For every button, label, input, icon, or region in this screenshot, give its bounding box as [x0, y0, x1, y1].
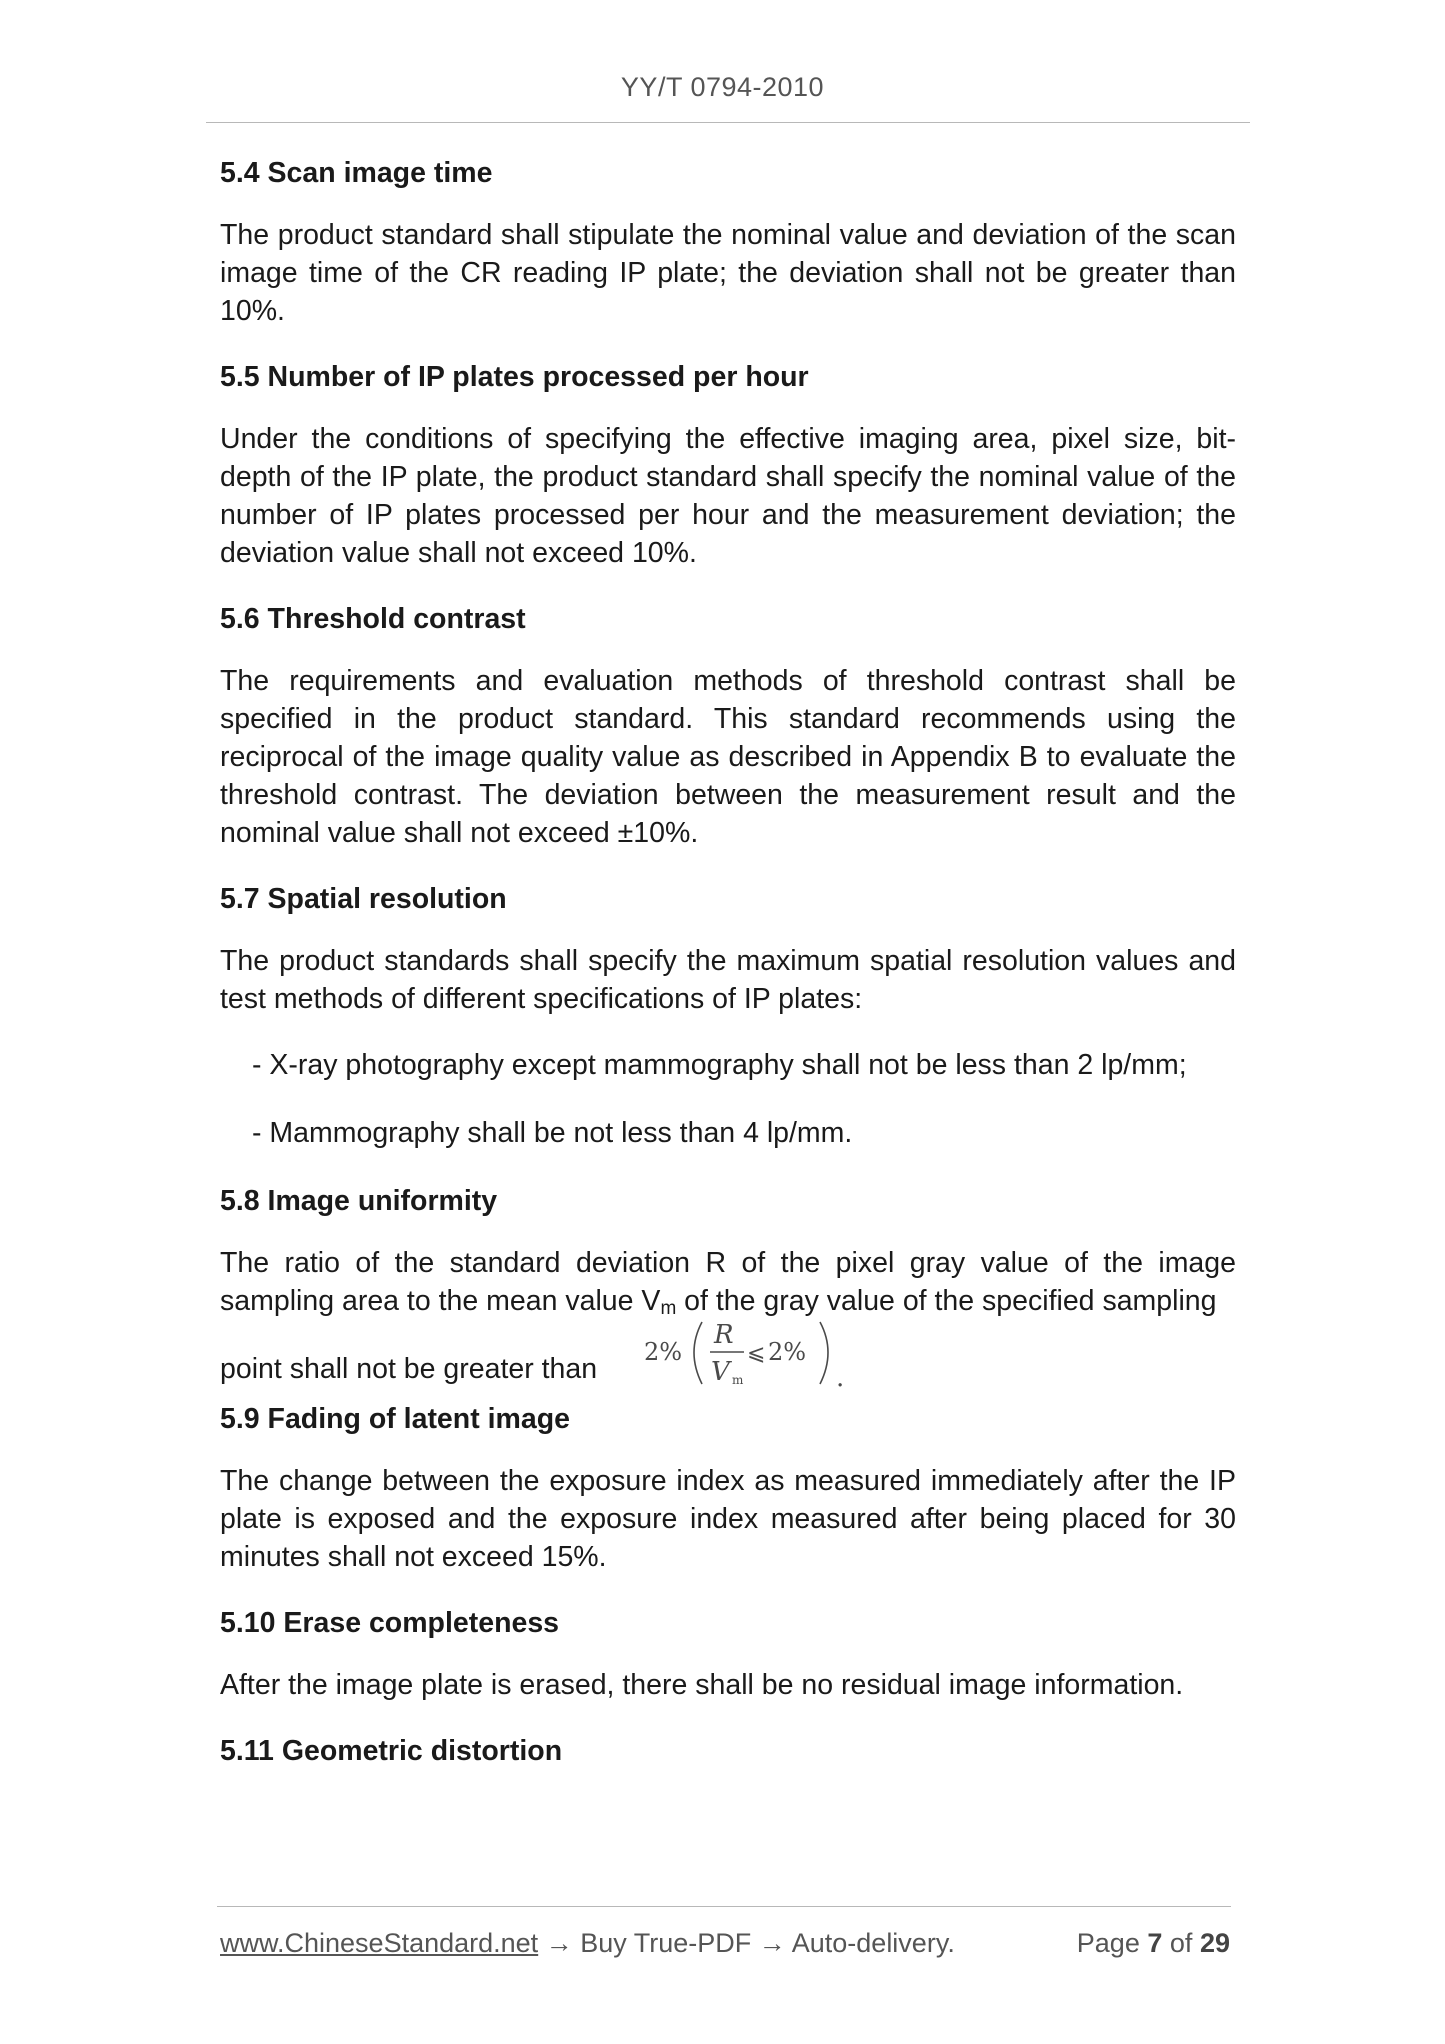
- footer-tagline: → Buy True-PDF → Auto-delivery.: [538, 1928, 955, 1958]
- bullet-item-xray: - X-ray photography except mammography shall not be less than 2 lp/mm;: [252, 1049, 1187, 1081]
- formula-right-paren: [820, 1322, 828, 1384]
- document-header: YY/T 0794-2010: [620, 72, 825, 102]
- footer-divider: [217, 1906, 1231, 1907]
- formula-denominator-sub: m: [732, 1373, 744, 1387]
- section-heading-5-5: 5.5 Number of IP plates processed per hour: [220, 361, 809, 393]
- body-text-part2: of the gray value of the specified sampling: [676, 1285, 1217, 1317]
- formula-numerator: R: [714, 1320, 734, 1350]
- section-body-5-5: Under the conditions of specifying the effective imaging area, pixel size, bit-depth of the IP plate, the product standard shall specify the nominal value of the number of IP plates processed per hour and the measurement deviation; the deviation value shall not exceed 10%.: [220, 423, 1236, 569]
- section-body-5-6: The requirements and evaluation methods of threshold contrast shall be specified in the product standard. This standard recommends using the reciprocal of the image quality value as described in Appendix B to evaluate the threshold contrast. The deviation between the measurement result and the nominal value shall not exceed ±10%.: [220, 665, 1236, 849]
- formula-denominator: V: [711, 1357, 730, 1387]
- section-heading-5-10: 5.10 Erase completeness: [220, 1607, 560, 1639]
- page-label: Page: [1076, 1928, 1140, 1958]
- formula-relation: ⩽: [747, 1341, 766, 1366]
- website-link[interactable]: www.ChineseStandard.net: [220, 1928, 539, 1958]
- page-number: 7: [1147, 1928, 1163, 1958]
- header-divider: [206, 122, 1250, 123]
- section-body-5-10: After the image plate is erased, there shall be no residual image information.: [220, 1669, 1184, 1701]
- section-heading-5-11: 5.11 Geometric distortion: [220, 1735, 563, 1767]
- subscript-m: m: [660, 1298, 677, 1319]
- section-body-5-4: The product standard shall stipulate the nominal value and deviation of the scan image time of the CR reading IP plate; the deviation shall not be greater than 10%.: [220, 219, 1236, 327]
- section-body-5-7: The product standards shall specify the maximum spatial resolution values and test methods of different specifications of IP plates:: [220, 945, 1236, 1015]
- page-total: 29: [1199, 1928, 1230, 1958]
- formula-lead-text: point shall not be greater than: [220, 1353, 598, 1385]
- formula-left-value: 2%: [644, 1338, 683, 1366]
- section-body-5-9: The change between the exposure index as measured immediately after the IP plate is exposed and the exposure index measured after being placed for 30 minutes shall not exceed 15%.: [220, 1465, 1236, 1573]
- formula-left-paren: [694, 1322, 702, 1384]
- section-heading-5-7: 5.7 Spatial resolution: [220, 883, 507, 915]
- section-heading-5-9: 5.9 Fading of latent image: [220, 1403, 570, 1435]
- section-heading-5-4: 5.4 Scan image time: [220, 157, 493, 189]
- section-heading-5-8: 5.8 Image uniformity: [220, 1185, 498, 1217]
- formula-trailing-period: .: [836, 1363, 845, 1392]
- of-label: of: [1169, 1928, 1193, 1958]
- page-indicator: [1077, 1928, 1230, 1959]
- section-heading-5-6: 5.6 Threshold contrast: [220, 603, 526, 635]
- document-body: [220, 154, 1236, 1794]
- page-footer: [220, 1928, 1230, 1959]
- uniformity-formula: [620, 1310, 1050, 1392]
- formula-right-value: 2%: [768, 1338, 807, 1366]
- body-text-part1: The ratio of the standard deviation R of the pixel gray value of the image sampling area to the mean value V: [220, 1247, 1236, 1317]
- bullet-item-mammography: - Mammography shall be not less than 4 lp/mm.: [252, 1117, 853, 1149]
- formula-line: [220, 1310, 1236, 1396]
